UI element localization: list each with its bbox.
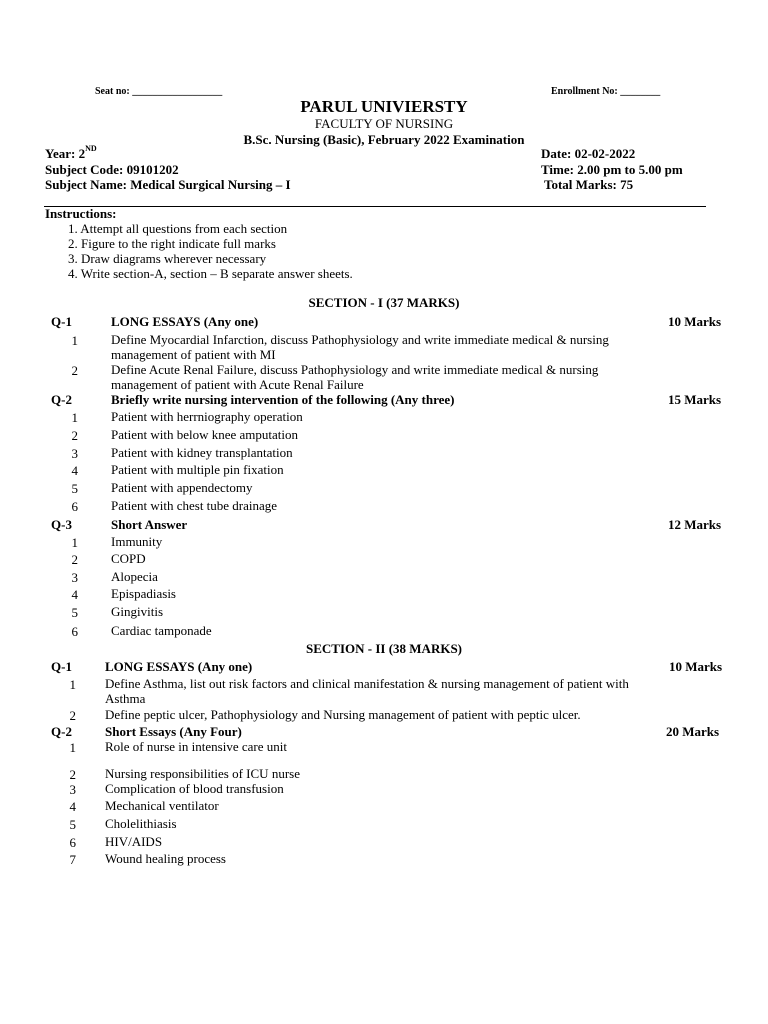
question-title: LONG ESSAYS (Any one)	[111, 314, 259, 329]
question-item: Epispadiasis	[111, 586, 176, 601]
item-number: 1	[71, 410, 78, 425]
question-item: Patient with below knee amputation	[111, 427, 299, 442]
item-number: 1	[71, 535, 78, 550]
item-number: 5	[69, 817, 76, 832]
university-name: PARUL UNIVIERSTY	[300, 97, 468, 116]
question-item: Patient with chest tube drainage	[111, 498, 278, 513]
item-number: 4	[69, 799, 76, 814]
instruction-item: 1. Attempt all questions from each section	[68, 221, 288, 236]
subject-code: Subject Code: 09101202	[45, 162, 179, 177]
question-label: Q-1	[51, 659, 72, 674]
item-number: 6	[69, 835, 76, 850]
item-number: 4	[71, 587, 78, 602]
header-divider	[44, 206, 706, 207]
exam-date: Date: 02-02-2022	[541, 146, 636, 161]
instruction-item: 3. Draw diagrams wherever necessary	[68, 251, 267, 266]
item-number: 2	[69, 708, 76, 723]
item-number: 1	[71, 333, 78, 348]
question-item: Mechanical ventilator	[105, 798, 219, 813]
item-number: 3	[71, 570, 78, 585]
question-item: COPD	[111, 551, 146, 566]
item-number: 3	[69, 782, 76, 797]
question-item: Role of nurse in intensive care unit	[105, 739, 287, 754]
faculty-name: FACULTY OF NURSING	[314, 116, 454, 131]
item-number: 2	[71, 363, 78, 378]
question-marks: 15 Marks	[668, 392, 722, 407]
item-number: 1	[69, 677, 76, 692]
question-title: Briefly write nursing intervention of the following (Any three)	[111, 392, 455, 407]
item-number: 2	[71, 428, 78, 443]
question-item: Wound healing process	[105, 851, 226, 866]
question-marks: 10 Marks	[668, 314, 722, 329]
item-number: 7	[69, 852, 76, 867]
question-item: Define Asthma, list out risk factors and clinical manifestation & nursing management of patient with Asthma	[105, 676, 629, 706]
question-label: Q-3	[51, 517, 72, 532]
enrollment-no: Enrollment No: ________	[551, 86, 661, 97]
item-number: 6	[71, 499, 78, 514]
question-title: Short Answer	[111, 517, 188, 532]
section-1-title: SECTION - I (37 MARKS)	[308, 295, 460, 310]
question-item: Alopecia	[111, 569, 158, 584]
question-item: Complication of blood transfusion	[105, 781, 284, 796]
seat-no: Seat no: __________________	[95, 86, 223, 97]
question-title: Short Essays (Any Four)	[105, 724, 242, 739]
year-superscript: ND	[85, 144, 97, 153]
question-item: Patient with appendectomy	[111, 480, 253, 495]
question-item: Nursing responsibilities of ICU nurse	[105, 766, 300, 781]
item-number: 2	[71, 552, 78, 567]
exam-time: Time: 2.00 pm to 5.00 pm	[541, 162, 683, 177]
section-2-title: SECTION - II (38 MARKS)	[305, 641, 462, 656]
question-label: Q-2	[51, 724, 72, 739]
instruction-item: 2. Figure to the right indicate full marks	[68, 236, 276, 251]
exam-title: B.Sc. Nursing (Basic), February 2022 Examination	[243, 132, 525, 147]
question-marks: 12 Marks	[668, 517, 722, 532]
year	[45, 146, 97, 162]
question-item: Define Acute Renal Failure, discuss Pathophysiology and write immediate medical & nursing management of patient with Acute Renal Failure	[111, 362, 599, 392]
item-number: 2	[69, 767, 76, 782]
item-number: 4	[71, 463, 78, 478]
question-marks: 10 Marks	[669, 659, 723, 674]
question-item: Gingivitis	[111, 604, 164, 619]
question-item: Immunity	[111, 534, 163, 549]
instructions-title: Instructions:	[45, 206, 117, 221]
question-item: Patient with kidney transplantation	[111, 445, 293, 460]
question-item: Cardiac tamponade	[111, 623, 212, 638]
item-number: 5	[71, 605, 78, 620]
year-label: Year: 2	[45, 146, 86, 161]
subject-name: Subject Name: Medical Surgical Nursing – I	[45, 177, 291, 192]
instruction-item: 4. Write section-A, section – B separate answer sheets.	[68, 266, 353, 281]
question-item: HIV/AIDS	[105, 834, 163, 849]
item-number: 3	[71, 446, 78, 461]
question-item: Define Myocardial Infarction, discuss Pathophysiology and write immediate medical & nursing management of patient with MI	[111, 332, 609, 362]
question-item: Define peptic ulcer, Pathophysiology and Nursing management of patient with peptic ulcer.	[105, 707, 581, 722]
question-label: Q-2	[51, 392, 72, 407]
question-marks: 20 Marks	[666, 724, 720, 739]
question-label: Q-1	[51, 314, 72, 329]
question-item: Patient with herrniography operation	[111, 409, 303, 424]
question-title: LONG ESSAYS (Any one)	[105, 659, 253, 674]
question-item: Patient with multiple pin fixation	[111, 462, 284, 477]
total-marks: Total Marks: 75	[544, 177, 634, 192]
question-item: Cholelithiasis	[105, 816, 177, 831]
item-number: 6	[71, 624, 78, 639]
item-number: 1	[69, 740, 76, 755]
item-number: 5	[71, 481, 78, 496]
